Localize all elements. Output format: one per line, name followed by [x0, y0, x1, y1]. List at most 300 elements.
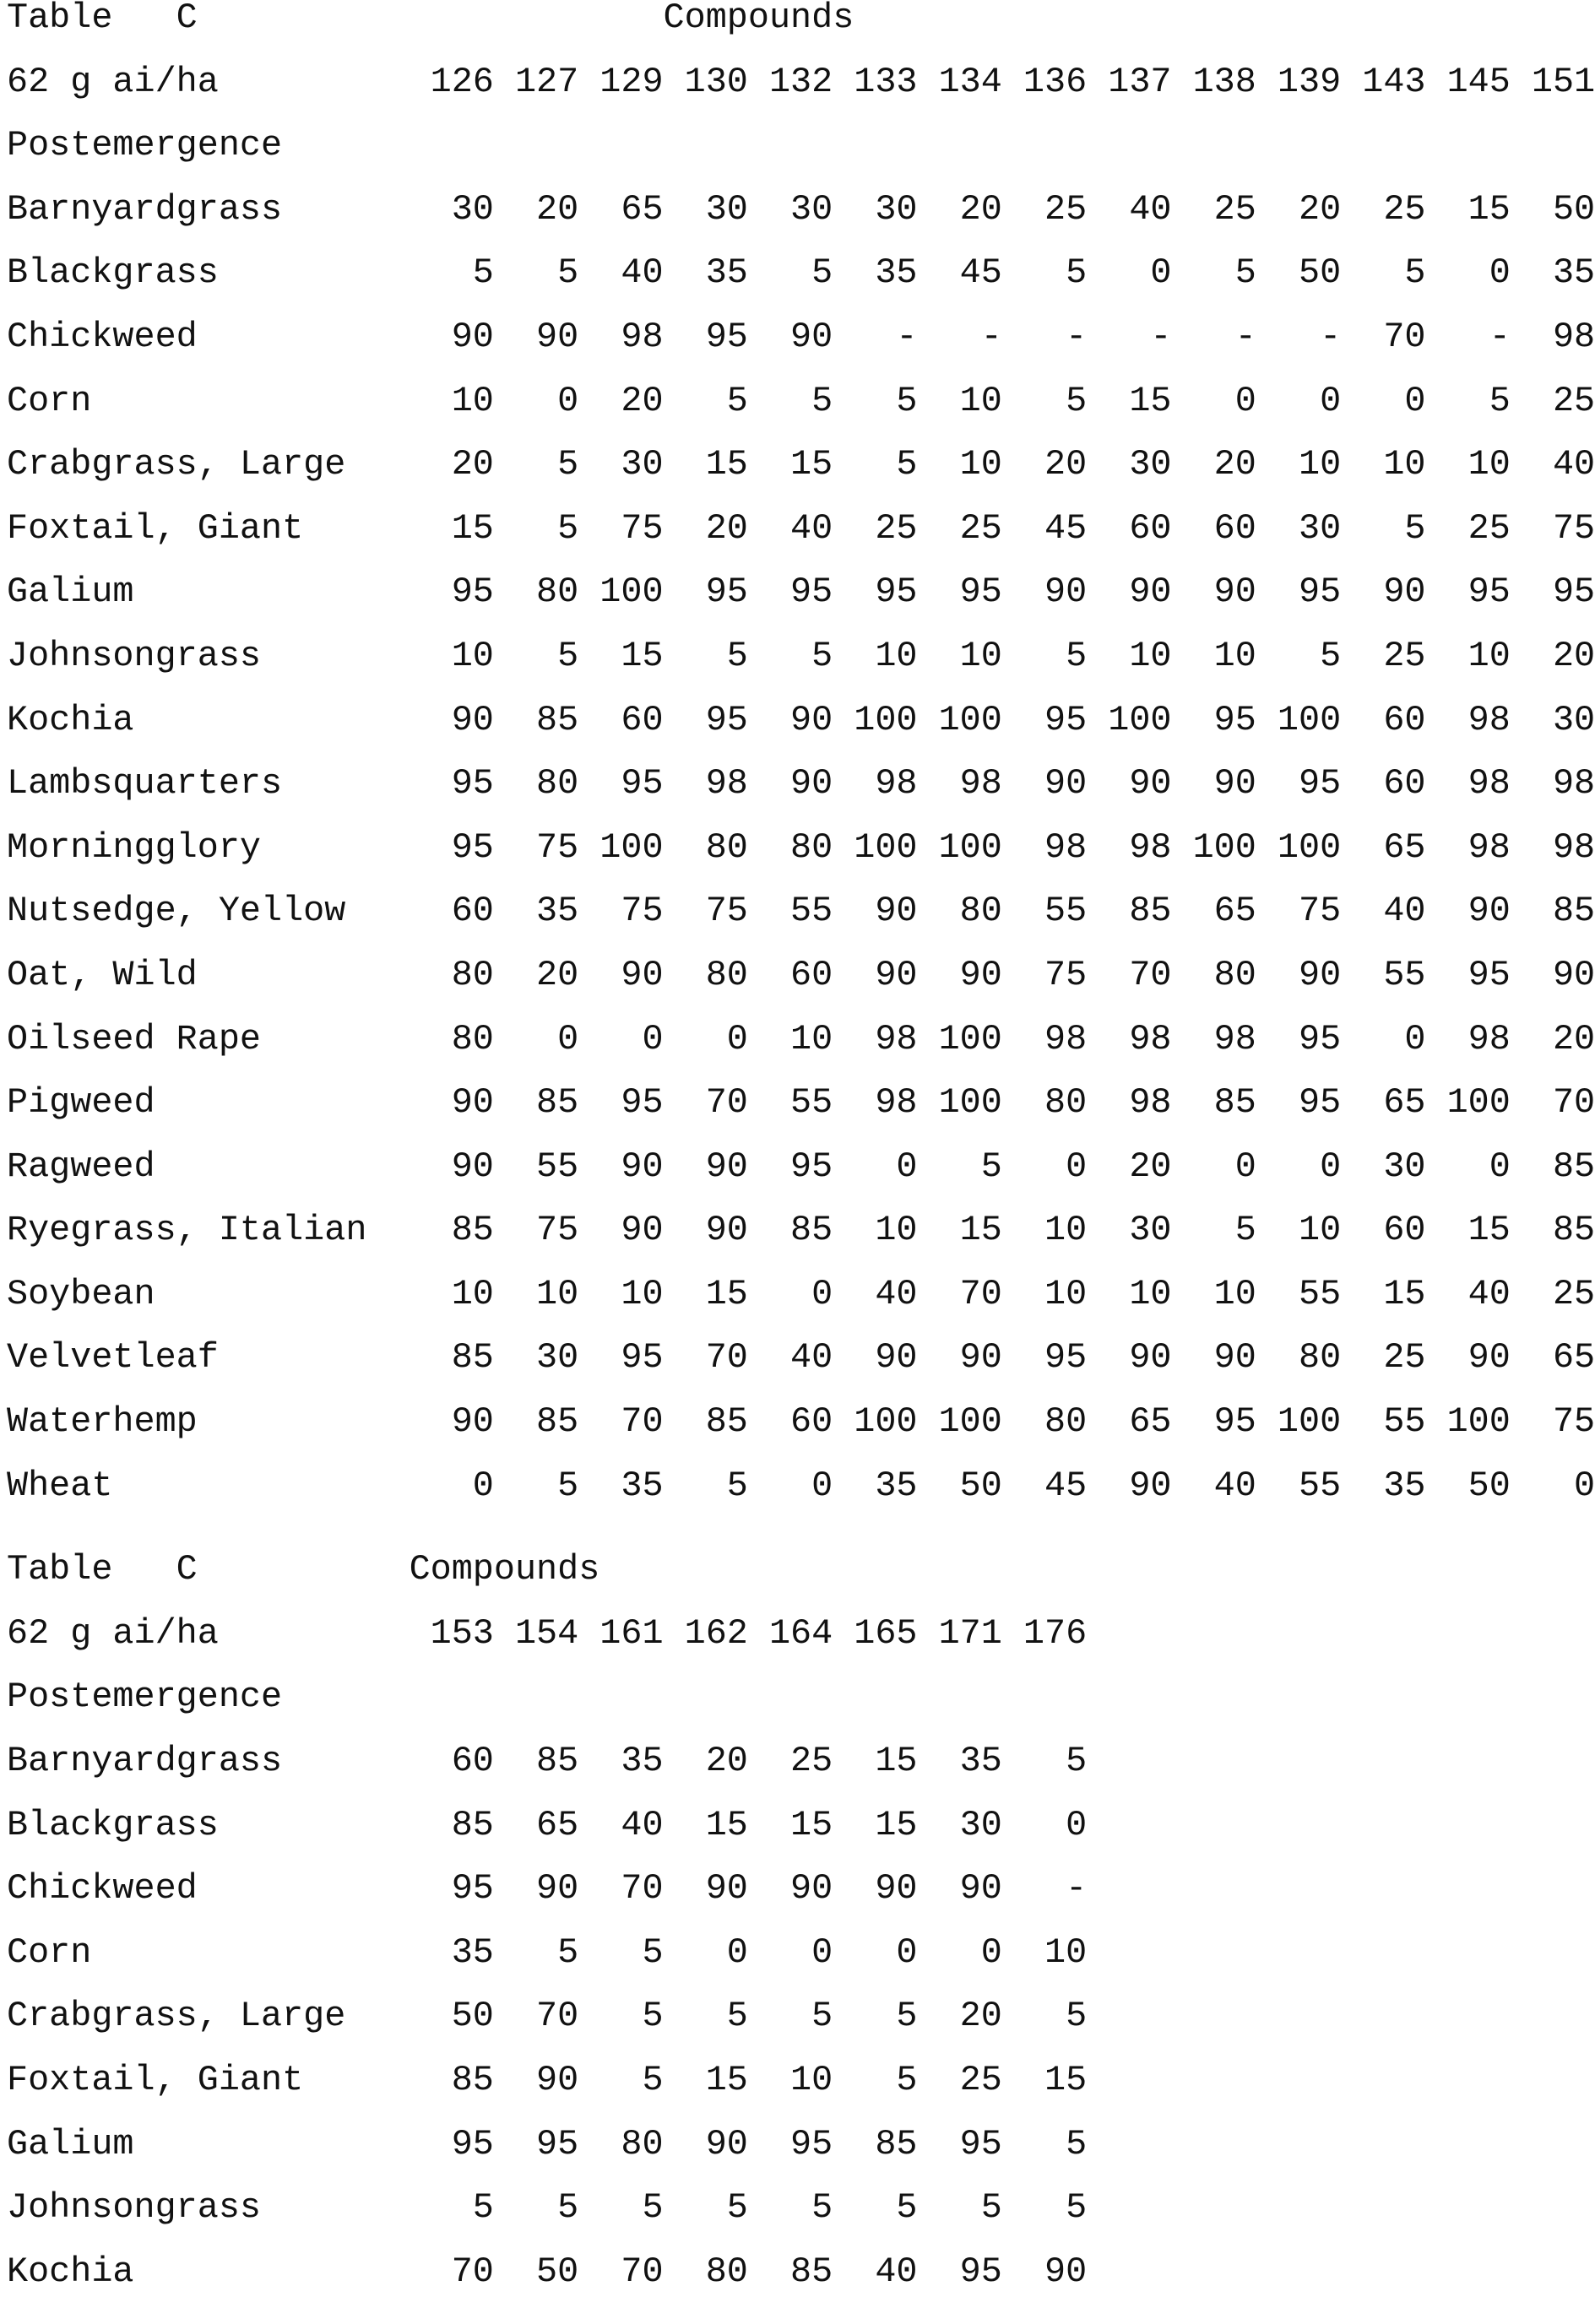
table-cell: 90 [410, 1390, 494, 1455]
table-cell: 5 [1256, 625, 1341, 689]
compound-number: 132 [748, 51, 833, 115]
table-cell: 85 [410, 1794, 494, 1858]
table-row [7, 1730, 1595, 1794]
section-label: Postemergence [7, 1666, 282, 1730]
table-cell: 5 [1002, 2113, 1087, 2177]
table-cell: 30 [578, 433, 663, 497]
table-cell: 0 [1172, 370, 1256, 434]
table-cell: 0 [1425, 241, 1510, 306]
table-row [7, 944, 1595, 1008]
species-name: Barnyardgrass [7, 1730, 410, 1794]
table-cell: 95 [410, 2113, 494, 2177]
compound-number: 139 [1256, 51, 1341, 115]
table-cell: 85 [494, 1390, 578, 1455]
table-cell: 85 [410, 1199, 494, 1263]
table-cell: 0 [833, 1921, 917, 1985]
table-cell: 25 [918, 2049, 1002, 2113]
table-cell: 90 [1425, 1326, 1510, 1390]
table-cell: 85 [1172, 1071, 1256, 1135]
data-table [7, 0, 1595, 1518]
table-cell: 70 [918, 1263, 1002, 1327]
table-cell: 0 [748, 1921, 833, 1985]
table-cell: 85 [1511, 880, 1595, 944]
table-cell: 85 [494, 1071, 578, 1135]
table-row [7, 816, 1595, 880]
table-cell: 90 [494, 306, 578, 370]
table-row [7, 1390, 1595, 1455]
table-row [7, 2113, 1595, 2177]
table-cell: 70 [578, 1390, 663, 1455]
table-cell: 85 [494, 1730, 578, 1794]
table-cell: 90 [1087, 561, 1171, 625]
table-cell: 98 [1425, 752, 1510, 816]
table-cell: 95 [748, 1135, 833, 1200]
table-cell: 65 [578, 178, 663, 242]
table-cell: 5 [494, 1455, 578, 1519]
table-cell: 5 [578, 2176, 663, 2240]
table-row [7, 1071, 1595, 1135]
species-name: Blackgrass [7, 1794, 410, 1858]
table-cell: 0 [1172, 1135, 1256, 1200]
table-cell: 15 [748, 1794, 833, 1858]
table-cell: 5 [1002, 625, 1087, 689]
species-name: Wheat [7, 1455, 410, 1519]
table-cell: 10 [1256, 433, 1341, 497]
table-cell: 5 [1341, 241, 1425, 306]
table-cell: 20 [410, 433, 494, 497]
table-cell: 95 [664, 561, 748, 625]
table-cell: 90 [748, 1857, 833, 1921]
table-title: Table [7, 1538, 112, 1602]
compound-number: 164 [748, 1602, 833, 1666]
table-cell: 95 [748, 561, 833, 625]
table-cell: 35 [833, 1455, 917, 1519]
compound-number: 138 [1172, 51, 1256, 115]
table-row [7, 1199, 1595, 1263]
table-cell: 10 [494, 1263, 578, 1327]
table-cell: 5 [664, 2176, 748, 2240]
table-cell: 40 [578, 241, 663, 306]
table-row [7, 2049, 1595, 2113]
table-cell: 95 [1256, 1008, 1341, 1072]
table-cell: 80 [664, 816, 748, 880]
rate-label: 62 g ai/ha [7, 1602, 410, 1666]
table-cell: 5 [1002, 370, 1087, 434]
table-cell: 40 [1087, 178, 1171, 242]
table-cell: 95 [1425, 561, 1510, 625]
table-cell: 90 [1341, 561, 1425, 625]
species-name: Pigweed [7, 1071, 410, 1135]
table-cell: 70 [578, 2240, 663, 2305]
table-cell: 10 [748, 1008, 833, 1072]
species-name: Oat, Wild [7, 944, 410, 1008]
compound-number: 162 [664, 1602, 748, 1666]
section-label: Postemergence [7, 114, 282, 178]
table-cell: 60 [748, 1390, 833, 1455]
table-cell: 40 [1172, 1455, 1256, 1519]
table-cell: 85 [748, 1199, 833, 1263]
table-cell: 35 [833, 241, 917, 306]
table-cell: 95 [918, 2240, 1002, 2305]
table-cell: 15 [410, 497, 494, 561]
table-cell: 5 [1002, 1730, 1087, 1794]
table-cell: 55 [1256, 1263, 1341, 1327]
compound-number: 165 [833, 1602, 917, 1666]
table-cell: 90 [410, 306, 494, 370]
table-cell: 0 [748, 1263, 833, 1327]
table-cell: 15 [1425, 178, 1510, 242]
table-row [7, 178, 1595, 242]
table-cell: 90 [918, 1326, 1002, 1390]
table-cell: 5 [578, 2049, 663, 2113]
table-cell: 10 [1002, 1263, 1087, 1327]
table-cell: 55 [1341, 944, 1425, 1008]
table-cell: 100 [1087, 689, 1171, 753]
table-cell: 10 [918, 433, 1002, 497]
table-row [7, 2176, 1595, 2240]
table-cell: 15 [664, 1794, 748, 1858]
table-cell: 80 [410, 1008, 494, 1072]
table-cell: 15 [918, 1199, 1002, 1263]
table-cell: 15 [664, 1263, 748, 1327]
table-cell: 0 [1087, 241, 1171, 306]
table-cell: 75 [1511, 497, 1595, 561]
table-cell: 60 [578, 689, 663, 753]
table-cell: 45 [918, 241, 1002, 306]
table-cell: 90 [748, 689, 833, 753]
table-cell: 85 [748, 2240, 833, 2305]
compound-number: 136 [1002, 51, 1087, 115]
table-cell: 40 [1511, 433, 1595, 497]
table-cell: 55 [1341, 1390, 1425, 1455]
table-cell: 5 [578, 1921, 663, 1985]
species-name: Velvetleaf [7, 1326, 410, 1390]
table-cell: 65 [1511, 1326, 1595, 1390]
table-cell: 5 [833, 2049, 917, 2113]
table-row [7, 689, 1595, 753]
table-cell: 10 [1002, 1921, 1087, 1985]
table-cell: 98 [578, 306, 663, 370]
table-cell: 30 [833, 178, 917, 242]
table-letter: C [176, 0, 198, 51]
table-cell: 15 [833, 1794, 917, 1858]
table-cell: 95 [1172, 1390, 1256, 1455]
table-cell: 5 [410, 2176, 494, 2240]
table-cell: 5 [1341, 497, 1425, 561]
table-cell: 100 [1256, 816, 1341, 880]
table-cell: 30 [1087, 433, 1171, 497]
table-cell: 95 [1256, 561, 1341, 625]
table-cell: 15 [1087, 370, 1171, 434]
compound-number: 127 [494, 51, 578, 115]
table-row [7, 433, 1595, 497]
table-cell: 80 [494, 752, 578, 816]
table-cell: 85 [664, 1390, 748, 1455]
table-cell: 40 [833, 2240, 917, 2305]
table-cell: 100 [918, 816, 1002, 880]
table-cell: 45 [1002, 1455, 1087, 1519]
table-cell: 5 [494, 625, 578, 689]
table-cell: 5 [833, 370, 917, 434]
table-row [7, 561, 1595, 625]
table-title-row [7, 1538, 1595, 1602]
section-row [7, 1666, 1595, 1730]
table-row [7, 497, 1595, 561]
table-cell: 95 [1511, 561, 1595, 625]
table-cell: 15 [1002, 2049, 1087, 2113]
table-cell: 60 [1087, 497, 1171, 561]
compound-number: 129 [578, 51, 663, 115]
species-name: Chickweed [7, 306, 410, 370]
compound-number: 134 [918, 51, 1002, 115]
table-cell: 35 [1511, 241, 1595, 306]
table-row [7, 306, 1595, 370]
table-row [7, 1857, 1595, 1921]
species-name: Nutsedge, Yellow [7, 880, 410, 944]
table-cell: 40 [578, 1794, 663, 1858]
compound-number: 145 [1425, 51, 1510, 115]
table-cell: - [1425, 306, 1510, 370]
table-cell: 90 [1087, 1326, 1171, 1390]
table-cell: 35 [494, 880, 578, 944]
table-cell: 5 [494, 241, 578, 306]
table-cell: 55 [748, 880, 833, 944]
species-name: Foxtail, Giant [7, 497, 410, 561]
table-cell: 70 [410, 2240, 494, 2305]
table-cell: 20 [1172, 433, 1256, 497]
table-title: Table [7, 0, 112, 51]
table-cell: 65 [1341, 816, 1425, 880]
table-cell: 30 [410, 178, 494, 242]
table-cell: 98 [1511, 752, 1595, 816]
table-cell: 20 [494, 944, 578, 1008]
table-cell: 100 [918, 1390, 1002, 1455]
table-cell: 98 [1425, 1008, 1510, 1072]
species-name: Crabgrass, Large [7, 433, 410, 497]
table-cell: 100 [1256, 1390, 1341, 1455]
table-cell: 0 [664, 1008, 748, 1072]
table-cell: 50 [1511, 178, 1595, 242]
table-cell: 10 [833, 625, 917, 689]
table-cell: 30 [494, 1326, 578, 1390]
table-cell: 55 [1256, 1455, 1341, 1519]
table-cell: 10 [410, 370, 494, 434]
table-cell: 10 [1087, 625, 1171, 689]
table-cell: 95 [833, 561, 917, 625]
table-cell: 95 [578, 1071, 663, 1135]
table-cell: 100 [1425, 1390, 1510, 1455]
table-cell: 90 [1425, 880, 1510, 944]
table-cell: 10 [918, 370, 1002, 434]
table-cell: 98 [833, 1008, 917, 1072]
table-cell: 50 [1256, 241, 1341, 306]
table-cell: 25 [1511, 1263, 1595, 1327]
table-cell: 100 [1425, 1071, 1510, 1135]
table-row [7, 1985, 1595, 2049]
table-cell: 5 [410, 241, 494, 306]
species-name: Waterhemp [7, 1390, 410, 1455]
table-cell: 0 [1425, 1135, 1510, 1200]
table-cell: 30 [1341, 1135, 1425, 1200]
compound-number-row [7, 1602, 1595, 1666]
table-cell: 80 [664, 944, 748, 1008]
table-cell: 90 [1511, 944, 1595, 1008]
table-cell: 80 [410, 944, 494, 1008]
table-cell: 80 [1172, 944, 1256, 1008]
table-cell: 95 [918, 2113, 1002, 2177]
table-cell: 35 [410, 1921, 494, 1985]
table-cell: 0 [748, 1455, 833, 1519]
table-cell: 95 [1002, 1326, 1087, 1390]
compound-number: 161 [578, 1602, 663, 1666]
table-cell: 75 [578, 497, 663, 561]
table-cell: 98 [1172, 1008, 1256, 1072]
table-cell: 20 [918, 1985, 1002, 2049]
table-cell: 30 [918, 1794, 1002, 1858]
table-cell: 20 [1256, 178, 1341, 242]
species-name: Kochia [7, 689, 410, 753]
table-cell: 0 [1256, 370, 1341, 434]
table-row [7, 370, 1595, 434]
table-cell: 35 [664, 241, 748, 306]
table-cell: 95 [578, 1326, 663, 1390]
compound-number: 143 [1341, 51, 1425, 115]
compounds-header: Compounds [664, 0, 854, 51]
table-cell: 100 [918, 1071, 1002, 1135]
table-cell: 98 [833, 1071, 917, 1135]
table-cell: 15 [1341, 1263, 1425, 1327]
table-cell: 5 [748, 625, 833, 689]
table-cell: 80 [664, 2240, 748, 2305]
table-cell: 98 [1087, 1008, 1171, 1072]
table-cell: 80 [578, 2113, 663, 2177]
table-cell: 5 [1425, 370, 1510, 434]
table-cell: 15 [578, 625, 663, 689]
table-cell: 30 [1511, 689, 1595, 753]
table-cell: 98 [918, 752, 1002, 816]
table-cell: 5 [918, 1135, 1002, 1200]
table-cell: 95 [494, 2113, 578, 2177]
table-cell: 35 [578, 1730, 663, 1794]
table-cell: 90 [410, 1071, 494, 1135]
table-cell: 90 [1087, 752, 1171, 816]
table-cell: 65 [1087, 1390, 1171, 1455]
table-cell: 5 [748, 241, 833, 306]
table-cell: 90 [833, 1857, 917, 1921]
table-cell: 55 [748, 1071, 833, 1135]
table-cell: - [1002, 306, 1087, 370]
table-row [7, 241, 1595, 306]
table-cell: 98 [664, 752, 748, 816]
table-cell: - [1172, 306, 1256, 370]
table-cell: 80 [1002, 1071, 1087, 1135]
table-cell: - [1002, 1857, 1087, 1921]
table-cell: 10 [1341, 433, 1425, 497]
table-cell: 98 [1425, 816, 1510, 880]
table-cell: 85 [410, 2049, 494, 2113]
species-name: Galium [7, 561, 410, 625]
compound-number: 154 [494, 1602, 578, 1666]
table-cell: 25 [1002, 178, 1087, 242]
species-name: Morningglory [7, 816, 410, 880]
table-cell: 90 [664, 1857, 748, 1921]
table-cell: 80 [748, 816, 833, 880]
section-row [7, 114, 1595, 178]
table-cell: 45 [1002, 497, 1087, 561]
table-cell: 90 [833, 1326, 917, 1390]
table-cell: 10 [1002, 1199, 1087, 1263]
compound-number: 126 [410, 51, 494, 115]
table-cell: 95 [410, 1857, 494, 1921]
table-cell: - [1087, 306, 1171, 370]
table-cell: 98 [1002, 1008, 1087, 1072]
species-name: Galium [7, 2113, 410, 2177]
table-cell: 80 [918, 880, 1002, 944]
species-name: Barnyardgrass [7, 178, 410, 242]
table-cell: 98 [1087, 816, 1171, 880]
table-cell: 0 [494, 370, 578, 434]
table-cell: - [918, 306, 1002, 370]
table-cell: 100 [1256, 689, 1341, 753]
table-cell: 10 [918, 625, 1002, 689]
table-cell: 80 [1256, 1326, 1341, 1390]
table-cell: 10 [410, 1263, 494, 1327]
table-cell: 95 [578, 752, 663, 816]
table-cell: 0 [1256, 1135, 1341, 1200]
species-name: Kochia [7, 2240, 410, 2305]
table-cell: 5 [1002, 1985, 1087, 2049]
table-cell: 90 [578, 1135, 663, 1200]
table-cell: 0 [1002, 1135, 1087, 1200]
species-name: Johnsongrass [7, 2176, 410, 2240]
table-cell: 100 [918, 1008, 1002, 1072]
compound-number: 137 [1087, 51, 1171, 115]
table-cell: 90 [494, 1857, 578, 1921]
table-cell: 70 [1087, 944, 1171, 1008]
table-cell: 20 [1087, 1135, 1171, 1200]
table-cell: 60 [1341, 752, 1425, 816]
species-name: Oilseed Rape [7, 1008, 410, 1072]
table-cell: 85 [1511, 1135, 1595, 1200]
table-cell: 5 [833, 433, 917, 497]
table-cell: 20 [664, 497, 748, 561]
table-cell: 75 [1002, 944, 1087, 1008]
table-cell: 95 [1172, 689, 1256, 753]
table-letter: C [176, 1538, 198, 1602]
document-page [7, 0, 1595, 2324]
table-cell: 40 [748, 497, 833, 561]
species-name: Johnsongrass [7, 625, 410, 689]
table-cell: 60 [1172, 497, 1256, 561]
table-cell: 75 [664, 880, 748, 944]
table-cell: 90 [494, 2049, 578, 2113]
compound-number-row [7, 51, 1595, 115]
table-cell: 15 [664, 433, 748, 497]
table-cell: 35 [918, 1730, 1002, 1794]
table-cell: 60 [748, 944, 833, 1008]
table-cell: 40 [833, 1263, 917, 1327]
table-cell: 85 [410, 1326, 494, 1390]
table-cell: 90 [1002, 752, 1087, 816]
table-cell: 5 [664, 1455, 748, 1519]
compound-number: 130 [664, 51, 748, 115]
compound-number: 176 [1002, 1602, 1087, 1666]
table-cell: 10 [1425, 433, 1510, 497]
table-cell: 95 [1256, 1071, 1341, 1135]
table-cell: 35 [1341, 1455, 1425, 1519]
table-cell: 0 [410, 1455, 494, 1519]
table-cell: 90 [664, 1135, 748, 1200]
